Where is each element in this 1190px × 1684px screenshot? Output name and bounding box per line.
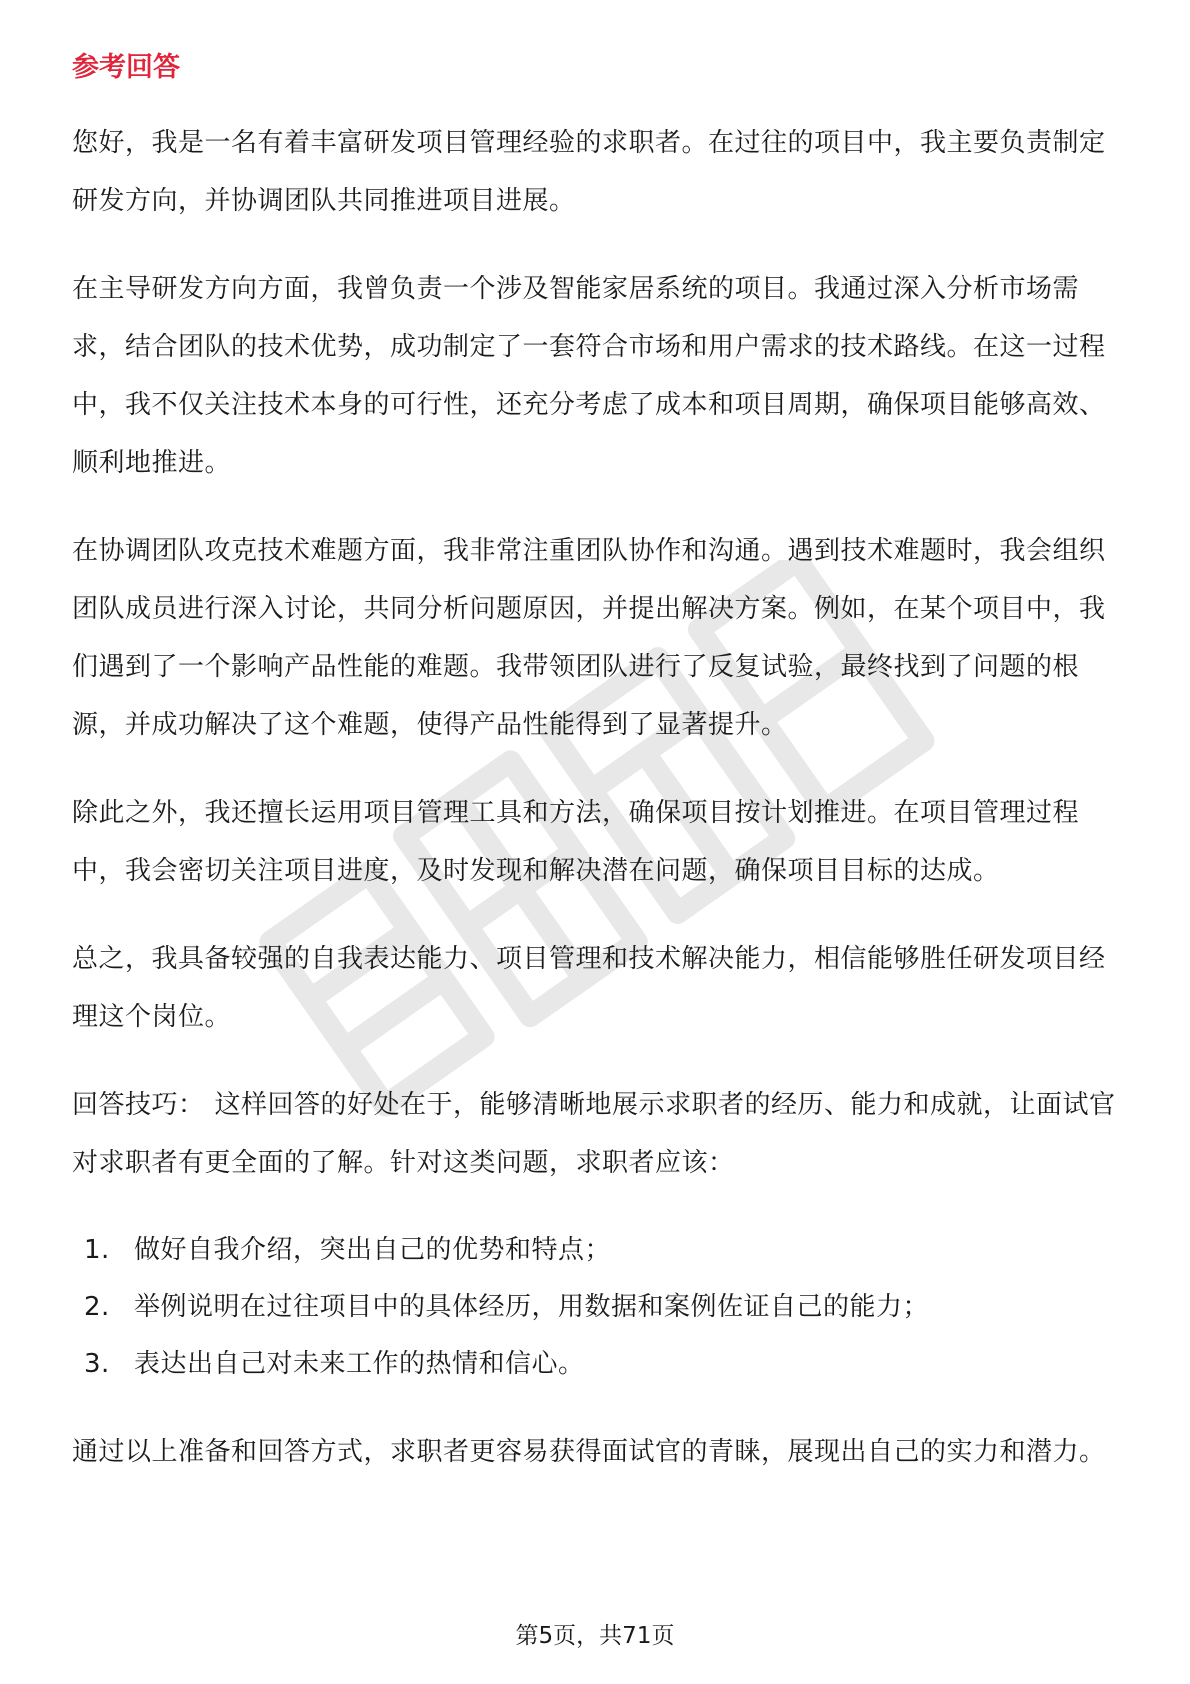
list-item [72, 1336, 1122, 1393]
paragraph-direction: 在主导研发方向方面，我曾负责一个涉及智能家居系统的项目。我通过深入分析市场需求，结合团队的技术优势，成功制定了一套符合市场和用户需求的技术路线。在这一过程中，我不仅关注技术本身的可行性，还充分考虑了成本和项目周期，确保项目能够高效、顺利地推进。 [72, 274, 1106, 478]
list-number: 2. [84, 1292, 110, 1322]
paragraph-teamwork: 在协调团队攻克技术难题方面，我非常注重团队协作和沟通。遇到技术难题时，我会组织团队成员进行深入讨论，共同分析问题原因，并提出解决方案。例如，在某个项目中，我们遇到了一个影响产品性能的难题。我带领团队进行了反复试验，最终找到了问题的根源，并成功解决了这个难题，使得产品性能得到了显著提升。 [72, 536, 1106, 740]
paragraph-intro: 您好，我是一名有着丰富研发项目管理经验的求职者。在过往的项目中，我主要负责制定研发方向，并协调团队共同推进项目进展。 [72, 128, 1106, 216]
list-number: 1. [84, 1235, 110, 1265]
page-footer: 第5页，共71页 [515, 1623, 675, 1649]
paragraph-conclusion: 通过以上准备和回答方式，求职者更容易获得面试官的青睐，展现出自己的实力和潜力。 [72, 1437, 1106, 1467]
list-text: 表达出自己对未来工作的热情和信心。 [134, 1349, 585, 1379]
list-text: 举例说明在过往项目中的具体经历，用数据和案例佐证自己的能力； [134, 1292, 930, 1322]
paragraph-summary: 总之，我具备较强的自我表达能力、项目管理和技术解决能力，相信能够胜任研发项目经理这个岗位。 [72, 944, 1106, 1032]
list-number: 3. [84, 1349, 110, 1379]
tips-label: 回答技巧： [72, 1090, 205, 1120]
paragraph-tools: 除此之外，我还擅长运用项目管理工具和方法，确保项目按计划推进。在项目管理过程中，我会密切关注项目进度，及时发现和解决潜在问题，确保项目目标的达成。 [72, 798, 1080, 886]
tips-text: 这样回答的好处在于，能够清晰地展示求职者的经历、能力和成就，让面试官对求职者有更全面的了解。针对这类问题，求职者应该： [72, 1090, 1116, 1178]
tips-paragraph [72, 1076, 1122, 1192]
tips-list [72, 1222, 1122, 1393]
section-heading: 参考回答 [72, 52, 180, 83]
answer-section [72, 48, 1122, 1511]
list-item [72, 1279, 1122, 1336]
list-item [72, 1222, 1122, 1279]
list-text: 做好自我介绍，突出自己的优势和特点； [134, 1235, 612, 1265]
